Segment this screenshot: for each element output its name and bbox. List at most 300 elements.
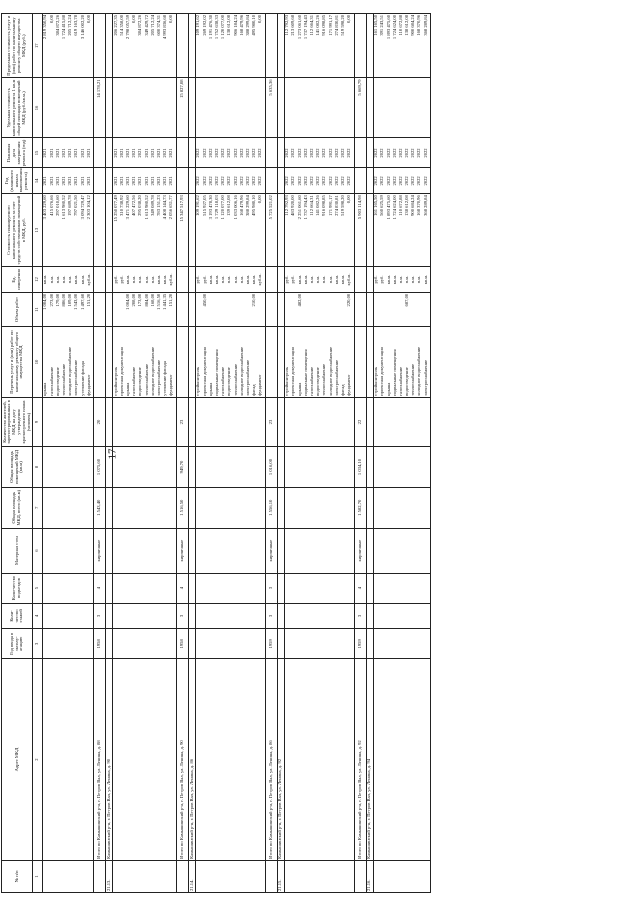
- limits-list-line: 206 227,35: [112, 15, 118, 36]
- end-years-list-line: 2022: [201, 148, 207, 158]
- works-list-line: электроснабжение: [244, 359, 250, 396]
- units-list-line: куб.м.: [85, 273, 91, 286]
- limits-list-line: 384 872,26: [54, 15, 60, 36]
- units-list-line: кв.м.: [391, 274, 397, 285]
- costs-list-line: 112 664,31: [309, 195, 314, 216]
- limits-list-line: 110 672,88: [397, 15, 403, 36]
- works-list-line: стройконтроль: [195, 366, 201, 396]
- volumes-list: [113, 292, 177, 326]
- table-cell: [189, 603, 196, 629]
- works-list-line: подвальные помещения: [213, 349, 219, 396]
- units-list-line: п.м.: [131, 275, 137, 284]
- table-cell: [265, 168, 277, 194]
- row-number: 21.14.: [189, 860, 196, 892]
- table-cell: [94, 267, 106, 293]
- total-row: [265, 14, 277, 893]
- table-cell: [106, 487, 113, 528]
- works-list-line: подвальные помещения: [391, 349, 397, 396]
- year-built: 1959: [354, 629, 366, 659]
- start-years-list-line: 2022: [244, 176, 250, 186]
- costs-list-line: 197 689,78: [67, 195, 73, 216]
- units-list-line: п.м.: [315, 275, 321, 284]
- end-years-list-line: 2022: [232, 148, 238, 158]
- start-years-list-line: 2021: [85, 176, 91, 186]
- column-number: 12: [32, 267, 42, 293]
- limits-list-line: 213 609,68: [290, 15, 296, 36]
- residents: 22: [354, 397, 366, 446]
- start-years-list-line: 2022: [201, 176, 207, 186]
- works-list-line: стройконтроль: [112, 366, 118, 396]
- volumes-list-line: 1 441,35: [162, 293, 168, 310]
- volumes-list-line: 151,20: [85, 293, 91, 307]
- start-years-list: [284, 168, 354, 194]
- costs-list-line: 112 792,93: [284, 195, 290, 216]
- table-cell: [277, 267, 284, 293]
- col-header: Материал стен: [2, 528, 33, 573]
- costs-list: [42, 194, 94, 267]
- costs-list-line: 274 830,81: [333, 195, 339, 216]
- table-cell: [195, 78, 265, 138]
- wall-material: кирпичные: [354, 528, 366, 573]
- table-cell: [373, 603, 431, 629]
- costs-list-line: 295 038,20: [137, 195, 143, 216]
- costs-list-line: 560 625,59: [379, 195, 385, 216]
- start-years-list-line: 2021: [79, 176, 85, 186]
- table-cell: [113, 573, 177, 603]
- limits-list-line: 1 752 638,33: [213, 15, 219, 40]
- end-years-list-line: 2022: [213, 148, 219, 158]
- table-cell: [284, 603, 354, 629]
- table-cell: [189, 528, 196, 573]
- limits-list-line: 906 184,24: [232, 15, 238, 36]
- table-cell: [189, 194, 196, 267]
- units-list-line: кв.м.: [244, 274, 250, 285]
- works-list-line: холодное водоснабжение: [67, 346, 73, 396]
- table-cell: [94, 292, 106, 326]
- units-list-line: кв.м.: [79, 274, 85, 285]
- table-cell: [366, 78, 373, 138]
- works-list: [284, 327, 354, 398]
- start-years-list-line: 2022: [232, 176, 238, 186]
- table-cell: [373, 629, 431, 659]
- volumes-list-line: 173,00: [137, 293, 143, 307]
- address: Камышинский р-н, г. Петров Вал, ул. Ленина, д. 94: [366, 659, 373, 861]
- end-years-list-line: 2021: [85, 148, 91, 158]
- start-years-list-line: 2022: [373, 176, 379, 186]
- table-cell: [284, 487, 354, 528]
- table-cell: [195, 447, 265, 488]
- entrances: 4: [354, 573, 366, 603]
- address-row: [106, 14, 113, 893]
- limits-list-line: 1 273 061,60: [296, 15, 302, 40]
- works-list: [42, 327, 94, 398]
- page-number: 17: [106, 448, 119, 460]
- table-cell: [373, 860, 431, 892]
- table-cell: [354, 14, 366, 78]
- limits-list-line: 2 819 350,94: [42, 15, 48, 40]
- table-cell: [106, 14, 113, 78]
- total-row: [177, 14, 189, 893]
- table-cell: [106, 447, 113, 488]
- works-list-line: подвальные помещения: [302, 349, 308, 396]
- landscape-page: [1, 13, 541, 893]
- unit-cost: 5 635,36: [265, 78, 277, 138]
- limits-list-line: 109 191,62: [195, 15, 201, 36]
- start-years-list: [113, 168, 177, 194]
- volumes-list-line: [258, 294, 264, 325]
- works-list-line: фундамент: [346, 374, 352, 396]
- costs-list-line: 109 191,62: [195, 195, 201, 216]
- end-years-list-line: 2022: [391, 148, 397, 158]
- end-years-list-line: 2021: [156, 148, 161, 158]
- works-list-line: крыша: [207, 382, 213, 396]
- col-header: Удельная стоимость капитального ремонта 1 кв.м общей площади помещений МКД (руб./кв.м.): [2, 78, 33, 138]
- end-years-list-line: 2022: [290, 148, 296, 158]
- table-cell: [189, 487, 196, 528]
- table-cell: [113, 528, 177, 573]
- capital-repair-table: [1, 13, 431, 893]
- start-years-list-line: 2022: [213, 176, 219, 186]
- works-list-line: стройконтроль: [373, 366, 379, 396]
- wall-material: кирпичные: [177, 528, 189, 573]
- start-years-list-line: 2022: [195, 176, 201, 186]
- works-list: [195, 327, 265, 398]
- table-cell: [373, 659, 431, 861]
- units-list-line: руб.: [112, 275, 118, 284]
- works-list-line: проектная документация: [201, 347, 207, 396]
- limits-list-line: 0,00: [346, 15, 352, 24]
- column-number: 17: [32, 14, 42, 78]
- works-list-line: электроснабжение: [73, 359, 79, 396]
- costs-list: [195, 194, 265, 267]
- limits-list-line: 0,00: [257, 15, 263, 24]
- table-cell: [366, 603, 373, 629]
- premises-area: 1 034,10: [354, 447, 366, 488]
- start-years-list-line: 2022: [238, 176, 244, 186]
- end-years-list-line: 2022: [251, 148, 257, 158]
- costs-list-line: 161 165,50: [373, 195, 379, 216]
- costs-list-line: 168 479,96: [238, 195, 244, 216]
- table-cell: [106, 629, 113, 659]
- limits-list: [42, 14, 94, 78]
- costs-list: [284, 194, 354, 267]
- end-years-list-line: 2021: [60, 148, 66, 158]
- col-header: Коли-чество подъездов: [2, 573, 33, 603]
- start-years-list-line: 2021: [156, 176, 161, 186]
- total-cost: 5 903 114,98: [354, 194, 366, 267]
- volumes-list-line: 179,00: [54, 293, 60, 307]
- volumes-list-line: 273,00: [48, 293, 54, 307]
- start-years-list-line: 2021: [48, 176, 54, 186]
- units-list-line: кв.м.: [422, 274, 428, 285]
- works-list-line: газоснабжение: [309, 366, 314, 396]
- col-header: Объем работ: [2, 292, 33, 326]
- end-years-list-line: 2022: [379, 148, 385, 158]
- units-list-line: п.м.: [48, 275, 54, 284]
- table-cell: [195, 487, 265, 528]
- col-header: Стоимость планируемого капитального ремонта за счет средств собственников помещений в МКД, руб.: [2, 194, 33, 267]
- table-cell: [177, 267, 189, 293]
- works-list-line: фундамент: [85, 374, 91, 396]
- start-years-list-line: 2022: [251, 176, 257, 186]
- end-years-list-line: 2021: [67, 148, 73, 158]
- table-cell: [265, 138, 277, 168]
- table-cell: [106, 138, 113, 168]
- end-years-list: [42, 138, 94, 168]
- table-cell: [366, 327, 373, 398]
- total-label: Итого по Камышинский р-н, г. Петров Вал, ул. Ленина, д. 88: [94, 659, 106, 861]
- units-list-line: п.м.: [149, 275, 155, 284]
- table-cell: [277, 138, 284, 168]
- costs-list-line: 916 098,85: [321, 195, 327, 216]
- limits-list-line: 368 289,84: [422, 15, 428, 36]
- start-years-list: [195, 168, 265, 194]
- start-years-list-line: 2021: [54, 176, 60, 186]
- works-list-line: газоснабжение: [131, 366, 137, 396]
- units-list-line: п.м.: [327, 275, 333, 284]
- total-cost: 5 725 521,02: [265, 194, 277, 267]
- works-list-line: утепление фасада: [162, 361, 168, 396]
- works-list-line: теплоснабжение: [60, 363, 66, 396]
- end-years-list-line: 2022: [244, 148, 250, 158]
- units-list-line: п.м.: [60, 275, 66, 284]
- volumes-list-line: 1 516,50: [156, 293, 161, 310]
- table-cell: [277, 397, 284, 446]
- units-list-line: п.м.: [67, 275, 73, 284]
- table-cell: [277, 194, 284, 267]
- units-list-line: п.м.: [143, 275, 149, 284]
- address: Камышинский р-н, г. Петров Вал, ул. Ленина, д. 86: [189, 659, 196, 861]
- end-years-list-line: 2022: [321, 148, 327, 158]
- limits-list-line: 269 192,02: [201, 15, 207, 36]
- works-list-line: фасад: [251, 384, 257, 396]
- works-list-line: крыша: [385, 382, 391, 396]
- table-cell: [113, 603, 177, 629]
- volumes-list-line: 886,00: [60, 293, 66, 307]
- table-cell: [284, 397, 354, 446]
- limits-list-line: 168 479,96: [238, 15, 244, 36]
- costs-list-line: 0,00: [346, 195, 352, 204]
- table-cell: [106, 528, 113, 573]
- start-years-list-line: 2021: [143, 176, 149, 186]
- works-list-line: водоотведение: [54, 367, 60, 396]
- start-years-list: [373, 168, 431, 194]
- limits-list-line: 0,00: [48, 15, 54, 24]
- column-number: 9: [32, 397, 42, 446]
- end-years-list-line: 2022: [416, 148, 422, 158]
- units-list-line: п.м.: [410, 275, 416, 284]
- end-years-list-line: 2021: [48, 148, 54, 158]
- table-cell: [113, 487, 177, 528]
- works-list-line: проектная документация: [379, 347, 385, 396]
- costs-list-line: 297 010,60: [54, 195, 60, 216]
- col-header: Ед. измерения: [2, 267, 33, 293]
- volumes-list: [42, 292, 94, 326]
- table-cell: [373, 573, 431, 603]
- table-cell: [106, 292, 113, 326]
- table-cell: [366, 292, 373, 326]
- costs-list-line: 1 724 624,00: [391, 195, 397, 220]
- units-list-line: кв.м.: [42, 274, 48, 285]
- start-years-list-line: 2021: [149, 176, 155, 186]
- costs-list-line: 1 893 475,60: [385, 195, 391, 220]
- end-years-list-line: 2022: [373, 148, 379, 158]
- units-list-line: п.м.: [226, 275, 232, 284]
- col-header: № п/п: [2, 860, 33, 892]
- wall-material: кирпичные: [94, 528, 106, 573]
- units-list: [113, 267, 177, 293]
- units-list: [195, 267, 265, 293]
- end-years-list-line: 2021: [73, 148, 79, 158]
- residents: 23: [265, 397, 277, 446]
- column-number: 16: [32, 78, 42, 138]
- units-list-line: кв.м.: [251, 274, 257, 285]
- start-years-list-line: 2022: [321, 176, 327, 186]
- col-header: Коли-чество этажей: [2, 603, 33, 629]
- end-years-list-line: 2022: [333, 148, 339, 158]
- col-header: Количество жителей, зарегистрированных в МКД на дату утверждения краткосрочного плана (человек): [2, 397, 33, 446]
- column-number: 7: [32, 487, 42, 528]
- col-header: Общая площадь помещений МКД (кв.м): [2, 447, 33, 488]
- table-row: [113, 14, 177, 893]
- table-cell: [189, 14, 196, 78]
- table-cell: [94, 14, 106, 78]
- works-list: [373, 327, 431, 398]
- table-cell: [354, 860, 366, 892]
- table-cell: [42, 78, 94, 138]
- end-years-list-line: 2021: [143, 148, 149, 158]
- table-cell: [42, 397, 94, 446]
- volume-cell: [373, 292, 431, 326]
- total-cost: [94, 194, 106, 267]
- end-years-list-line: 2022: [327, 148, 333, 158]
- floors: 3: [177, 603, 189, 629]
- start-years-list-line: 2022: [404, 176, 410, 186]
- end-years-list: [284, 138, 354, 168]
- table-cell: [366, 138, 373, 168]
- works-list-line: водоотведение: [315, 367, 321, 396]
- start-years-list-line: 2022: [207, 176, 213, 186]
- end-years-list-line: 2022: [397, 148, 403, 158]
- table-cell: [94, 168, 106, 194]
- units-list-line: руб.: [284, 275, 290, 284]
- limits-list-line: 619 163,78: [73, 15, 79, 36]
- costs-list-line: 310 738,92: [118, 195, 124, 216]
- table-cell: [366, 168, 373, 194]
- volumes-list-line: 1 004,00: [125, 293, 131, 310]
- table-cell: [366, 528, 373, 573]
- start-years-list-line: 2022: [257, 176, 263, 186]
- end-years-list: [373, 138, 431, 168]
- table-cell: [106, 194, 113, 267]
- table-cell: [195, 397, 265, 446]
- start-years-list-line: 2022: [302, 176, 308, 186]
- volumes-list-line: 450,00: [201, 293, 207, 307]
- costs-list-line: 139 612,08: [226, 195, 232, 216]
- year-built: 1958: [177, 629, 189, 659]
- end-years-list-line: 2022: [302, 148, 308, 158]
- volumes-list-line: 884,00: [143, 293, 149, 307]
- start-years-list-line: 2021: [112, 176, 118, 186]
- limits-list-line: 205 712,24: [149, 15, 155, 36]
- costs-list-line: 1 613 980,52: [60, 195, 66, 220]
- table-cell: [189, 292, 196, 326]
- end-years-list-line: 2021: [162, 148, 168, 158]
- total-row: [94, 14, 106, 893]
- costs-list-line: 2 251 061,60: [296, 195, 302, 220]
- costs-list-line: 3 193 478,30: [207, 195, 213, 220]
- column-number: 15: [32, 138, 42, 168]
- premises-area: 1 016,00: [265, 447, 277, 488]
- limits-list-line: 1 724 624,00: [391, 15, 397, 40]
- start-years-list-line: 2022: [296, 176, 302, 186]
- volumes-list-line: 1 543,00: [73, 293, 79, 310]
- units-list-line: п.м.: [238, 275, 244, 284]
- works-list: [113, 327, 177, 398]
- table-cell: [354, 327, 366, 398]
- limits-list-line: 274 830,81: [333, 15, 339, 36]
- works-list-line: стройконтроль: [284, 366, 290, 396]
- costs-list-line: 1 729 118,03: [213, 195, 219, 220]
- floors: 3: [265, 603, 277, 629]
- end-years-list-line: 2021: [42, 148, 48, 158]
- units-list-line: кв.м.: [213, 274, 219, 285]
- start-years-list-line: 2022: [397, 176, 403, 186]
- end-years-list-line: 2022: [422, 148, 428, 158]
- start-years-list-line: 2022: [284, 176, 290, 186]
- costs-list-line: 515 927,05: [201, 195, 207, 216]
- table-cell: [94, 138, 106, 168]
- table-cell: [284, 78, 354, 138]
- table-cell: [366, 629, 373, 659]
- table-cell: [106, 397, 113, 446]
- total-area: 1 516,50: [177, 487, 189, 528]
- table-cell: [354, 168, 366, 194]
- end-years-list-line: 2022: [404, 148, 410, 158]
- table-cell: [42, 528, 94, 573]
- end-years-list-line: 2022: [296, 148, 302, 158]
- col-header: Предельная стоимость услуг и (или) работ по капитальному ремонту общего имущества МКД (руб.): [2, 14, 33, 78]
- costs-list-line: 388 299,84: [244, 195, 250, 216]
- table-cell: [277, 168, 284, 194]
- end-years-list: [113, 138, 177, 168]
- costs-list-line: 2 303 104,12: [85, 195, 91, 220]
- costs-list-line: 495 980,10: [251, 195, 257, 216]
- table-cell: [42, 629, 94, 659]
- units-list-line: куб.м.: [257, 273, 263, 286]
- table-cell: [277, 629, 284, 659]
- limits-list-line: 600 374,31: [156, 15, 161, 36]
- table-cell: [366, 487, 373, 528]
- table-cell: [177, 138, 189, 168]
- limits-list-line: 141 082,26: [315, 15, 321, 36]
- limits-list-line: 0,00: [168, 15, 174, 24]
- limits-list-line: 384 872,26: [137, 15, 143, 36]
- limits-list-line: 112 664,31: [309, 15, 314, 36]
- table-cell: [366, 14, 373, 78]
- limits-list-line: 0,00: [85, 15, 91, 24]
- total-label: Итого по Камышинский р-н, г. Петров Вал, ул. Ленина, д. 92: [354, 659, 366, 861]
- start-years-list-line: 2022: [333, 176, 339, 186]
- end-years-list-line: 2022: [339, 148, 345, 158]
- wall-material: кирпичные: [265, 528, 277, 573]
- table-cell: [94, 327, 106, 398]
- costs-list-line: 368 289,84: [422, 195, 428, 216]
- volumes-list-line: 168,00: [149, 293, 155, 307]
- costs-list-line: 3 471 229,60: [125, 195, 131, 220]
- limits-list-line: 161 165,50: [373, 15, 379, 36]
- table-cell: [189, 78, 196, 138]
